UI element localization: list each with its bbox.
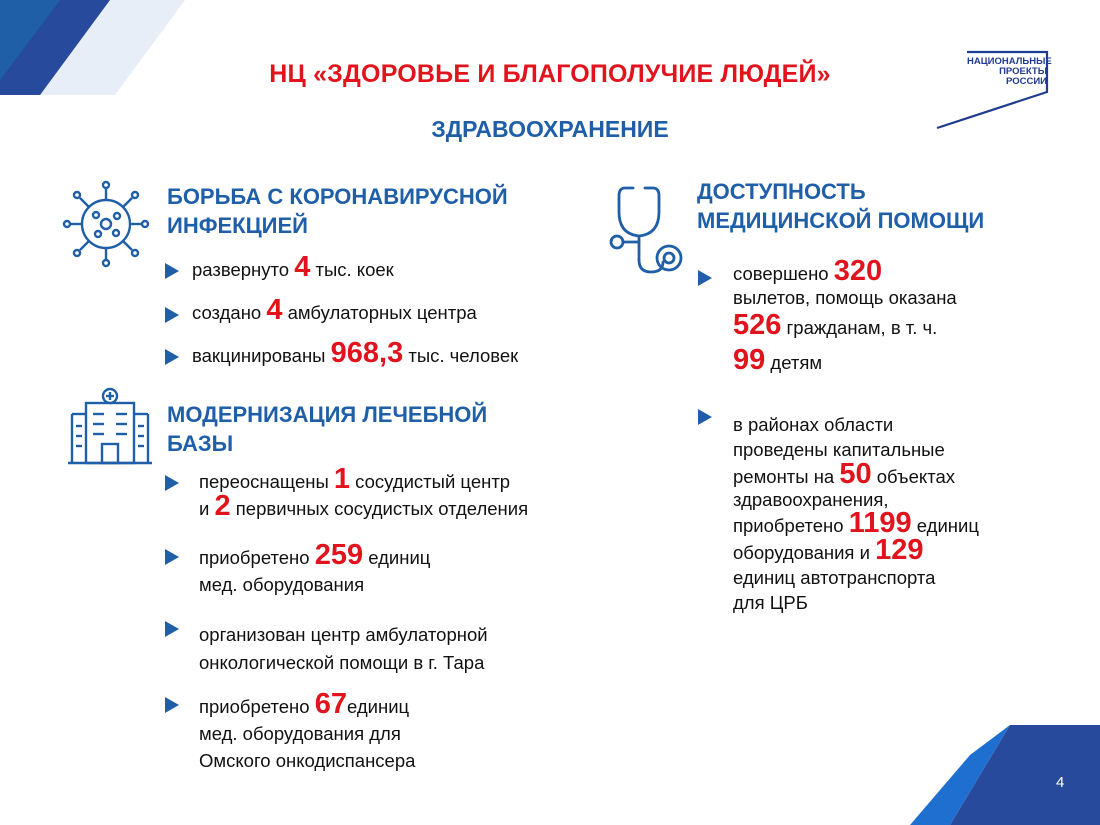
modernization-heading: МОДЕРНИЗАЦИЯ ЛЕЧЕБНОЙ БАЗЫ xyxy=(167,402,488,456)
hospital-icon xyxy=(68,386,152,466)
page-number: 4 xyxy=(1056,774,1065,791)
covid-heading: БОРЬБА С КОРОНАВИРУСНОЙ ИНФЕКЦИЕЙ xyxy=(167,184,508,238)
bullet-icon xyxy=(165,475,179,491)
bullet-icon xyxy=(165,549,179,565)
bottom-right-decoration xyxy=(910,725,1100,825)
modern-item-oncology-equipment: приобретено 67единиц мед. оборудования для Омского онкодиспансера xyxy=(199,688,416,771)
logo-text: НАЦИОНАЛЬНЫЕ ПРОЕКТЫ РОССИИ xyxy=(967,56,1052,87)
page-title: НЦ «ЗДОРОВЬЕ И БЛАГОПОЛУЧИЕ ЛЮДЕЙ» xyxy=(269,60,831,88)
bullet-icon xyxy=(165,307,179,323)
access-item-repairs: в районах области проведены капитальные ремонты на 50 объектах здравоохранения, приобретено 1199 единиц оборудования и 129 единиц автотранспорта для ЦРБ xyxy=(733,414,979,613)
access-heading: ДОСТУПНОСТЬ МЕДИЦИНСКОЙ ПОМОЩИ xyxy=(697,179,985,233)
modern-item-equipment: приобретено 259 единиц мед. оборудования xyxy=(199,539,431,595)
bullet-icon xyxy=(165,263,179,279)
covid-item-beds: развернуто 4 тыс. коек xyxy=(192,251,394,283)
page-subtitle: ЗДРАВООХРАНЕНИЕ xyxy=(431,116,669,142)
bullet-icon xyxy=(165,697,179,713)
modern-item-oncology-center: организован центр амбулаторной онкологической помощи в г. Тара xyxy=(199,624,488,673)
covid-item-vaccinated: вакцинированы 968,3 тыс. человек xyxy=(192,337,519,369)
covid-item-centers: создано 4 амбулаторных центра xyxy=(192,294,477,326)
bullet-icon xyxy=(165,349,179,365)
bullet-icon xyxy=(698,270,712,286)
virus-icon xyxy=(60,178,152,270)
access-item-flights: совершено 320 вылетов, помощь оказана 526 гражданам, в т. ч. 99 детям xyxy=(733,255,957,376)
modern-item-vascular: переоснащены 1 сосудистый центр и 2 первичных сосудистых отделения xyxy=(199,463,529,522)
bullet-icon xyxy=(698,409,712,425)
stethoscope-icon xyxy=(605,182,687,278)
bullet-icon xyxy=(165,621,179,637)
